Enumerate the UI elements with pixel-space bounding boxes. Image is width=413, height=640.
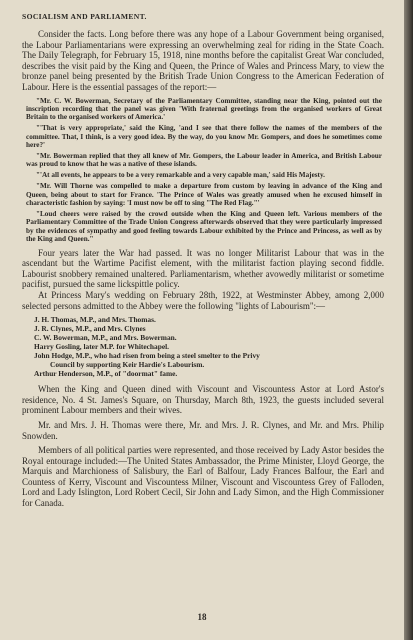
intro-section bbox=[22, 29, 384, 93]
quoted-report bbox=[26, 97, 382, 244]
quote-paragraph: "'At all events, he appears to be a very remarkable and a very capable man,' said His Majesty. bbox=[36, 171, 325, 180]
paragraph: Four years later the War had passed. It was no longer Militarist Labour that was in the ascendant but the Wartime Pacifist element, with the militarist faction playing second fiddle. Labourist snobbery remained unaltered. Parliamentarism, whether avowedly militarist or sometime pacifist, pursued the same lickspittle policy. bbox=[22, 247, 384, 290]
list-item: J. R. Clynes, M.P., and Mrs. Clynes bbox=[34, 324, 146, 334]
list-item: John Hodge, M.P., who had risen from being a steel smelter to the Privy bbox=[34, 351, 260, 361]
book-edge-shadow bbox=[404, 0, 413, 640]
paragraph: When the King and Queen dined with Viscount and Viscountess Astor at Lord Astor's residence, No. 4 St. James's Square, on Thursday, March 8th, 1923, the guests included several prominent Labour members and their wives. bbox=[22, 384, 384, 416]
guest-list bbox=[34, 315, 384, 378]
list-item: Arthur Henderson, M.P., of "doormat" fame. bbox=[34, 369, 178, 379]
paragraph: At Princess Mary's wedding on February 28th, 1922, at Westminster Abbey, among 2,000 selected persons admitted to the Abbey were the following "lights of Labourism":— bbox=[22, 289, 384, 311]
list-item: Harry Gosling, later M.P. for Whitechapel. bbox=[34, 342, 170, 352]
list-item: J. H. Thomas, M.P., and Mrs. Thomas. bbox=[34, 315, 156, 325]
paragraph: Consider the facts. Long before there was any hope of a Labour Government being organised, the Labour Parliamentarians were expressing an overwhelming zeal for riding in the State Coach. The Daily Telegraph, for February 15, 1918, nine months before the capitalist Great War concluded, describes the visit paid by the King and Queen, the Prince of Wales and Princess Mary, to view the bronze panel being presented by the British Trade Union Congress to the American Federation of Labour. Here is the essential passages of the report:— bbox=[22, 29, 384, 92]
quote-paragraph: "Mr. Will Thorne was compelled to make a departure from custom by leaving in advance of the King and Queen, being about to start for France. 'The Prince of Wales was greatly amused when he excused himself in characteristic fashion by saying: 'I must now be off to sing "The Red Flag."' bbox=[26, 182, 382, 208]
page-number: 18 bbox=[197, 612, 207, 622]
astor-section bbox=[22, 384, 384, 509]
running-header: SOCIALISM AND PARLIAMENT. bbox=[22, 12, 147, 21]
list-item: C. W. Bowerman, M.P., and Mrs. Bowerman. bbox=[34, 333, 177, 343]
quote-paragraph: "Mr. Bowerman replied that they all knew of Mr. Gompers, the Labour leader in America, and British Labour was proud to know that he was a native of these islands. bbox=[26, 152, 382, 169]
quote-paragraph: "Loud cheers were raised by the crowd outside when the King and Queen left. Various members of the Parliamentary Committee of the Trade Union Congress afterwards observed that they were particularly impressed by the evidences of sympathy and good feeling towards Labour exhibited by the Prince and Princess, as well as by the King and Queen." bbox=[26, 209, 382, 244]
quote-paragraph: "Mr. C. W. Bowerman, Secretary of the Parliamentary Committee, standing near the King, pointed out the inscription recording that the panel was given 'With fraternal greetings from the organised workers of Great Britain to the organised workers of America.' bbox=[26, 96, 382, 122]
quote-paragraph: "'That is very appropriate,' said the King, 'and I see that there follow the names of the members of the committee. That, I think, is a very good idea. By the way, do you know Mr. Gompers, and does he sometimes come here?' bbox=[26, 124, 382, 150]
list-item-continuation: Council by supporting Keir Hardie's Labourism. bbox=[50, 360, 205, 370]
wedding-section bbox=[22, 248, 384, 312]
paragraph: Mr. and Mrs. J. H. Thomas were there, Mr. and Mrs. J. R. Clynes, and Mr. and Mrs. Philip Snowden. bbox=[22, 419, 384, 441]
paragraph: Members of all political parties were represented, and those received by Lady Astor besides the Royal entourage included:—The United States Ambassador, the Prime Minister, Lloyd George, the Marquis and Marchioness of Salisbury, the Earl of Balfour, Lady Frances Balfour, the Earl and Countess of Kerry, Viscount and Viscountess Milner, Viscount and Viscountess Grey of Falloden, Lord and Lady Islington, Lord Robert Cecil, Sir John and Lady Simon, and the High Commissioner for Canada. bbox=[22, 445, 384, 509]
